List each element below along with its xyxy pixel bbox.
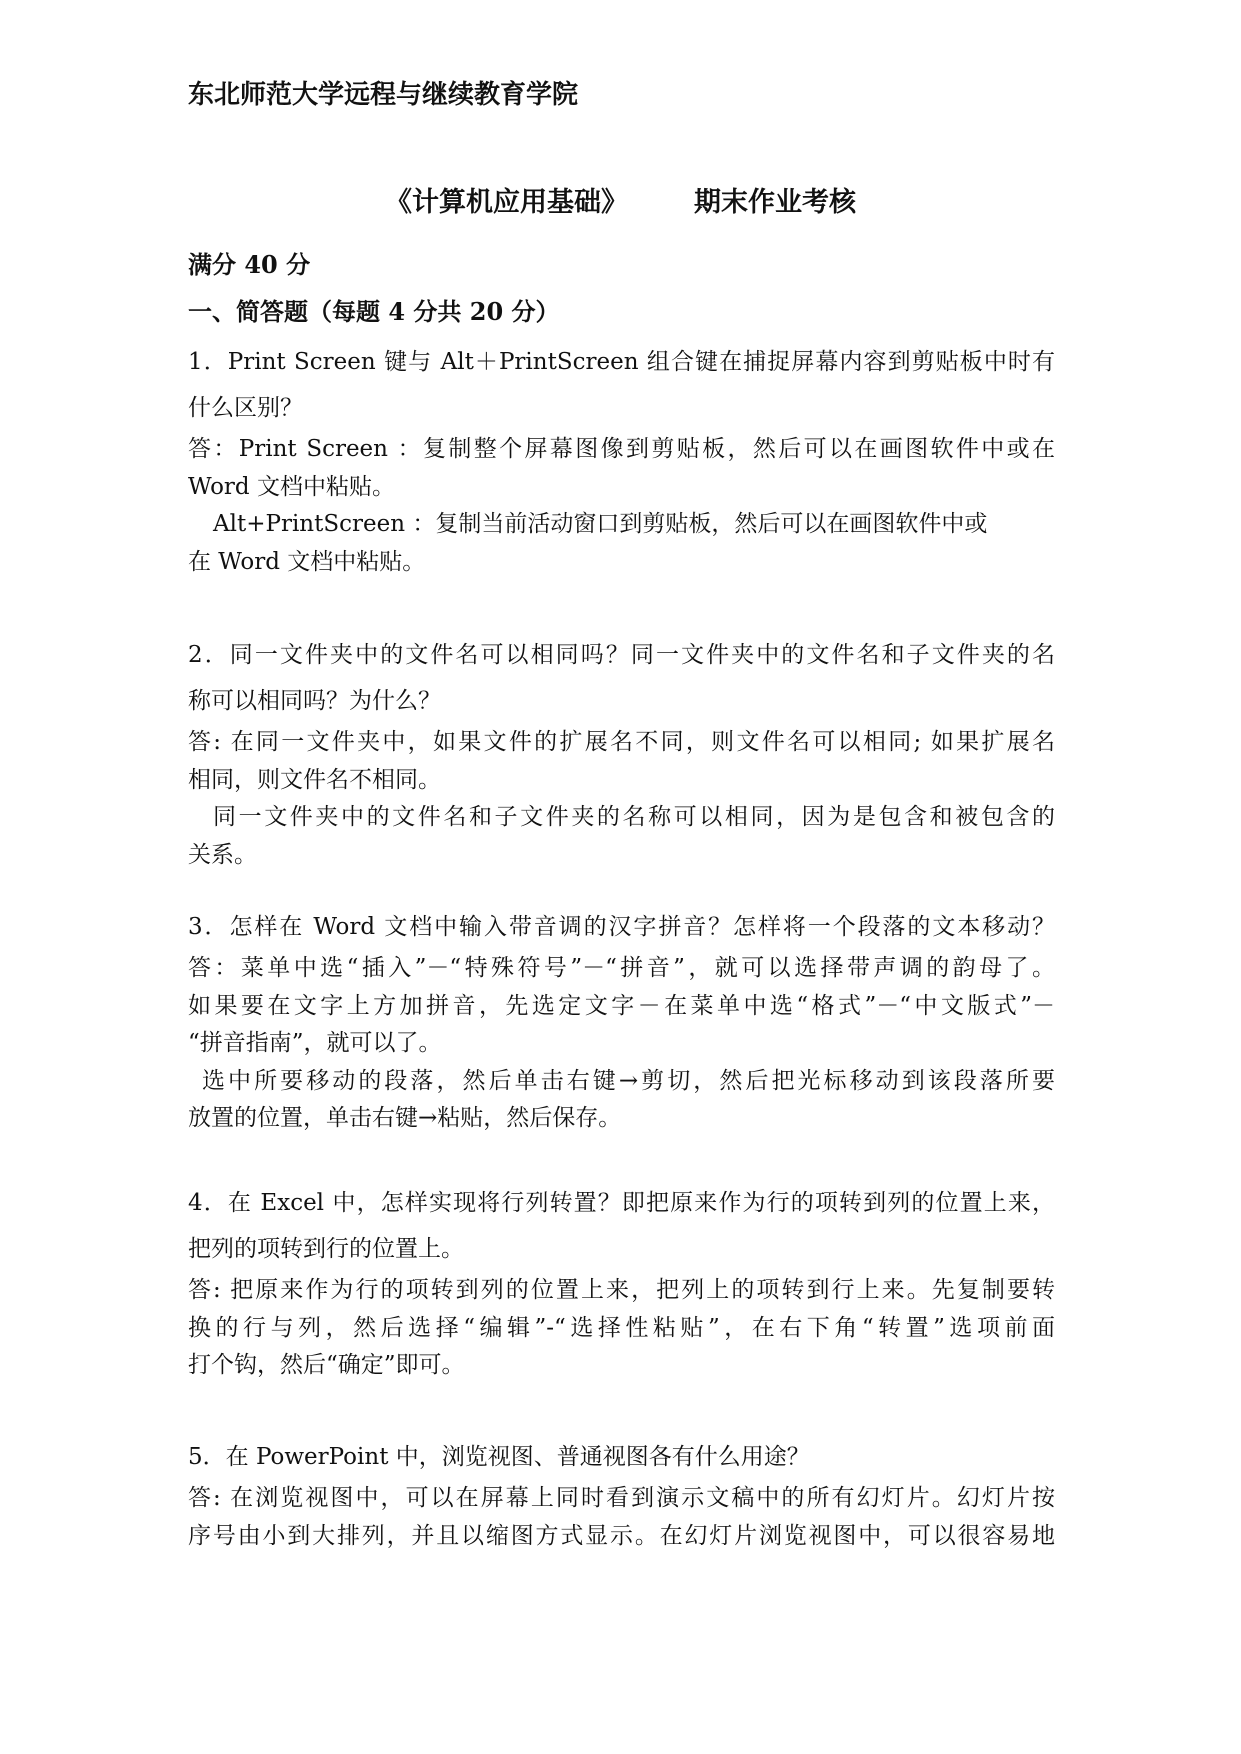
question-line: 4．在 Excel 中，怎样实现将行列转置？即把原来作为行的项转到列的位置上来， [188, 1190, 1055, 1216]
course-title: 《计算机应用基础》 [385, 187, 628, 218]
answer-line: 如果要在文字上方加拼音，先选定文字－在菜单中选“格式”－“中文版式”－ [188, 992, 1055, 1019]
answer-line: 关系。 [188, 841, 257, 868]
answer-line: 放置的位置，单击右键→粘贴，然后保存。 [188, 1105, 622, 1131]
answer-line: 答：Print Screen ：复制整个屏幕图像到剪贴板，然后可以在画图软件中或在 [188, 436, 1055, 462]
question-line: 3．怎样在 Word 文档中输入带音调的汉字拼音？怎样将一个段落的文本移动？ [188, 914, 1055, 940]
answer-line: 序号由小到大排列，并且以缩图方式显示。在幻灯片浏览视图中，可以很容易地 [188, 1522, 1055, 1549]
question-line: 称可以相同吗？为什么？ [188, 688, 441, 714]
question-block-5 [188, 1434, 1055, 1555]
answer-line: Alt+PrintScreen ：复制当前活动窗口到剪贴板，然后可以在画图软件中或 [213, 511, 988, 537]
question-line: 5．在 PowerPoint 中，浏览视图、普通视图各有什么用途？ [188, 1444, 810, 1470]
answer-line: 答: 把原来作为行的项转到列的位置上来，把列上的项转到行上来。先复制要转 [188, 1277, 1055, 1303]
full-score: 满分 40 分 [188, 250, 311, 279]
answer-line: 答：菜单中选“插入”－“特殊符号”－“拼音”，就可以选择带声调的韵母了。 [188, 955, 1055, 981]
question-line: 1．Print Screen 键与 Alt＋PrintScreen 组合键在捕捉屏幕内容到剪贴板中时有 [188, 349, 1055, 375]
question-block-2 [188, 632, 1055, 874]
answer-line: 同一文件夹中的文件名和子文件夹的名称可以相同，因为是包含和被包含的 [213, 804, 1055, 830]
question-line: 2．同一文件夹中的文件名可以相同吗？同一文件夹中的文件名和子文件夹的名 [188, 642, 1055, 668]
question-block-1 [188, 339, 1055, 581]
answer-line: 答: 在同一文件夹中，如果文件的扩展名不同，则文件名可以相同; 如果扩展名 [188, 729, 1055, 755]
answer-line: 打个钩，然后“确定”即可。 [188, 1352, 465, 1378]
answer-line: 相同，则文件名不相同。 [188, 766, 441, 793]
section-heading: 一、简答题（每题 4 分共 20 分） [188, 297, 560, 326]
answer-line: 选中所要移动的段落，然后单击右键→剪切，然后把光标移动到该段落所要 [202, 1067, 1055, 1094]
exam-title: 期末作业考核 [694, 187, 856, 218]
question-block-4 [188, 1180, 1055, 1385]
institution-name: 东北师范大学远程与继续教育学院 [188, 80, 579, 110]
answer-line: 在 Word 文档中粘贴。 [188, 548, 426, 575]
question-line: 什么区别？ [188, 395, 303, 421]
answer-line: Word 文档中粘贴。 [188, 473, 395, 500]
answer-line: “拼音指南”，就可以了。 [188, 1030, 442, 1056]
question-line: 把列的项转到行的位置上。 [188, 1236, 464, 1262]
answer-line: 换的行与列，然后选择“编辑”-“选择性粘贴”，在右下角“转置”选项前面 [188, 1314, 1055, 1341]
question-block-3 [188, 904, 1055, 1138]
answer-line: 答: 在浏览视图中，可以在屏幕上同时看到演示文稿中的所有幻灯片。幻灯片按 [188, 1485, 1055, 1511]
page-title [0, 186, 1241, 220]
